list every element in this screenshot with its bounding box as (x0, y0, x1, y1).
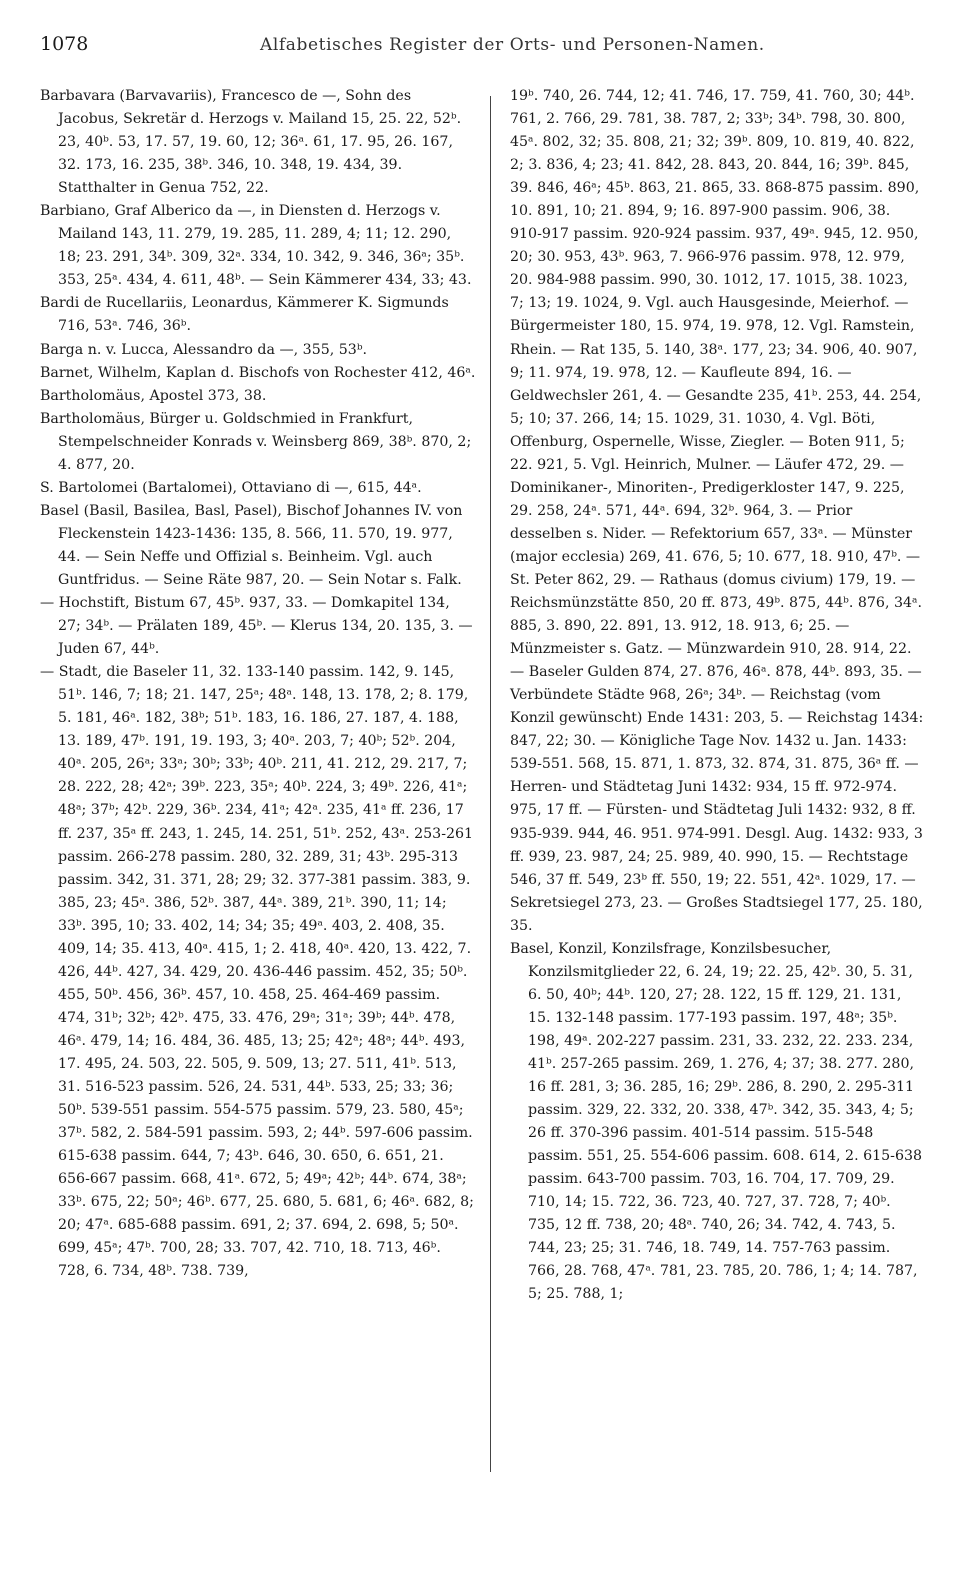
page-header (0, 0, 960, 80)
index-entry: S. Bartolomei (Bartalomei), Ottaviano di —, 615, 44ᵃ. (40, 479, 422, 496)
page-number: 1078 (40, 33, 89, 55)
index-entry: Bardi de Rucellariis, Leonardus, Kämmerer K. Sigmunds 716, 53ᵃ. 746, 36ᵇ. (40, 295, 449, 335)
index-entry: Barnet, Wilhelm, Kaplan d. Bischofs von Rochester 412, 46ᵃ. (40, 364, 476, 381)
column-divider (490, 96, 491, 1472)
index-entry: Barga n. v. Lucca, Alessandro da —, 355, 53ᵇ. (40, 341, 367, 358)
running-title: Alfabetisches Register der Orts- und Personen-Namen. (260, 35, 765, 55)
left-column (40, 85, 476, 1283)
index-entry-continuation: 19ᵇ. 740, 26. 744, 12; 41. 746, 17. 759, 41. 760, 30; 44ᵇ. 761, 2. 766, 29. 781, 38. 787, 2; 33ᵇ; 34ᵇ. 798, 30. 800, 45ᵃ. 802, 32; 35. 808, 21; 32; 39ᵇ. 809, 10. 819, 40. 822, 2; 3. 836, 4; 23; 41. 842, 28. 843, 20. 844, 16; 39ᵇ. 845, 39. 846, 46ᵃ; 45ᵇ. 863, 21. 865, 33. 868-875 passim. 890, 10. 891, 10; 21. 894, 9; 16. 897-900 passim. 906, 38. 910-917 passim. 920-924 passim. 937, 49ᵃ. 945, 12. 950, 20; 30. 953, 43ᵇ. 963, 7. 966-976 passim. 978, 12. 979, 20. 984-988 passim. 990, 30. 1012, 17. 1015, 38. 1023, 7; 13; 19. 1024, 9. Vgl. auch Hausgesinde, Meierhof. — Bürgermeister 180, 15. 974, 19. 978, 12. Vgl. Ramstein, Rhein. — Rat 135, 5. 140, 38ᵃ. 177, 23; 34. 906, 40. 907, 9; 11. 974, 19. 978, 12. — Kaufleute 894, 16. — Geldwechsler 261, 4. — Gesandte 235, 41ᵇ. 253, 44. 254, 5; 10; 37. 266, 14; 15. 1029, 31. 1030, 4. Vgl. Böti, Offenburg, Ospernelle, Wisse, Ziegler. — Boten 911, 5; 22. 921, 5. Vgl. Heinrich, Mulner. — Läufer 472, 29. — Dominikaner-, Minoriten-, Predigerkloster 147, 9. 225, 29. 258, 24ᵃ. 571, 44ᵃ. 694, 32ᵇ. 964, 3. — Prior desselben s. Nider. — Refektorium 657, 33ᵃ. — Münster (major ecclesia) 269, 41. 676, 5; 10. 677, 18. 910, 47ᵇ. — St. Peter 862, 29. — Rathaus (domus civium) 179, 19. — Reichsmünzstätte 850, 20 ff. 873, 49ᵇ. 875, 44ᵇ. 876, 34ᵃ. 885, 3. 890, 22. 891, 13. 912, 18. 913, 6; 25. — Münzmeister s. Gatz. — Münzwardein 910, 28. 914, 22. — Baseler Gulden 874, 27. 876, 46ᵃ. 878, 44ᵇ. 893, 35. — Verbündete Städte 968, 26ᵃ; 34ᵇ. — Reichstag (vom Konzil gewünscht) Ende 1431: 203, 5. — Reichstag 1434: 847, 22; 30. — Königliche Tage Nov. 1432 u. Jan. 1433: 539-551. 568, 15. 871, 1. 873, 32. 874, 31. 875, 36ᵃ ff. — Herren- und Städtetag Juni 1432: 934, 15 ff. 972-974. 975, 17 ff. — Fürsten- und Städtetag Juli 1432: 932, 8 ff. 935-939. 944, 46. 951. 974-991. Desgl. Aug. 1432: 933, 3 ff. 939, 23. 987, 24; 25. 989, 40. 990, 15. — Rechtstage 546, 37 ff. 549, 23ᵇ ff. 550, 19; 22. 551, 42ᵃ. 1029, 17. — Sekretsiegel 273, 23. — Großes Stadtsiegel 177, 25. 180, 35. (510, 88, 924, 934)
index-entry: Barbiano, Graf Alberico da —, in Diensten d. Herzogs v. Mailand 143, 11. 279, 19. 285, 11. 289, 4; 11; 12. 290, 18; 23. 291, 34ᵇ. 309, 32ᵃ. 334, 10. 342, 9. 346, 36ᵃ; 35ᵇ. 353, 25ᵃ. 434, 4. 611, 48ᵇ. — Sein Kämmerer 434, 33; 43. (40, 203, 472, 289)
index-entry: Bartholomäus, Bürger u. Goldschmied in Frankfurt, Stempelschneider Konrads v. Weinsberg 869, 38ᵇ. 870, 2; 4. 877, 20. (40, 410, 472, 473)
index-entry: Basel, Konzil, Konzilsfrage, Konzilsbesucher, Konzilsmitglieder 22, 6. 24, 19; 22. 25, 42ᵇ. 30, 5. 31, 6. 50, 40ᵇ; 44ᵇ. 120, 27; 28. 122, 15 ff. 129, 21. 131, 15. 132-148 passim. 177-193 passim. 197, 48ᵃ; 35ᵇ. 198, 49ᵃ. 202-227 passim. 231, 33. 232, 22. 233. 234, 41ᵇ. 257-265 passim. 269, 1. 276, 4; 37; 38. 277. 280, 16 ff. 281, 3; 36. 285, 16; 29ᵇ. 286, 8. 290, 2. 295-311 passim. 329, 22. 332, 20. 338, 47ᵇ. 342, 35. 343, 4; 5; 26 ff. 370-396 passim. 401-514 passim. 515-548 passim. 551, 25. 554-606 passim. 608. 614, 2. 615-638 passim. 643-700 passim. 703, 16. 704, 17. 709, 29. 710, 14; 15. 722, 36. 723, 40. 727, 37. 728, 7; 40ᵇ. 735, 12 ff. 738, 20; 48ᵃ. 740, 26; 34. 742, 4. 743, 5. 744, 23; 25; 31. 746, 18. 749, 14. 757-763 passim. 766, 28. 768, 47ᵃ. 781, 23. 785, 20. 786, 1; 4; 14. 787, 5; 25. 788, 1; (510, 940, 923, 1303)
index-entry: Basel (Basil, Basilea, Basl, Pasel), Bischof Johannes IV. von Fleckenstein 1423-1436: 135, 8. 566, 11. 570, 19. 977, 44. — Sein Neffe und Offizial s. Beinheim. Vgl. auch Guntfridus. — Seine Räte 987, 20. — Sein Notar s. Falk. (40, 502, 463, 588)
index-entry: Bartholomäus, Apostel 373, 38. (40, 387, 267, 404)
index-entry: — Stadt, die Baseler 11, 32. 133-140 passim. 142, 9. 145, 51ᵇ. 146, 7; 18; 21. 147, 25ᵃ; 48ᵃ. 148, 13. 178, 2; 8. 179, 5. 181, 46ᵃ. 182, 38ᵇ; 51ᵇ. 183, 16. 186, 27. 187, 4. 188, 13. 189, 47ᵇ. 191, 19. 193, 3; 40ᵃ. 203, 7; 40ᵇ; 52ᵇ. 204, 40ᵃ. 205, 26ᵃ; 33ᵃ; 30ᵇ; 33ᵇ; 40ᵇ. 211, 41. 212, 29. 217, 7; 28. 222, 28; 42ᵃ; 39ᵇ. 223, 35ᵃ; 40ᵇ. 224, 3; 49ᵇ. 226, 41ᵃ; 48ᵃ; 37ᵇ; 42ᵇ. 229, 36ᵇ. 234, 41ᵃ; 42ᵃ. 235, 41ᵃ ff. 236, 17 ff. 237, 35ᵃ ff. 243, 1. 245, 14. 251, 51ᵇ. 252, 43ᵃ. 253-261 passim. 266-278 passim. 280, 32. 289, 31; 43ᵇ. 295-313 passim. 342, 31. 371, 28; 29; 32. 377-381 passim. 383, 9. 385, 23; 45ᵃ. 386, 52ᵇ. 387, 44ᵃ. 389, 21ᵇ. 390, 11; 14; 33ᵇ. 395, 10; 33. 402, 14; 34; 35; 49ᵃ. 403, 2. 408, 35. 409, 14; 35. 413, 40ᵃ. 415, 1; 2. 418, 40ᵃ. 420, 13. 422, 7. 426, 44ᵇ. 427, 34. 429, 20. 436-446 passim. 452, 35; 50ᵇ. 455, 50ᵇ. 456, 36ᵇ. 457, 10. 458, 25. 464-469 passim. 474, 31ᵇ; 32ᵇ; 42ᵇ. 475, 33. 476, 29ᵃ; 31ᵃ; 39ᵇ; 44ᵇ. 478, 46ᵃ. 479, 14; 16. 484, 36. 485, 13; 25; 42ᵃ; 48ᵃ; 44ᵇ. 493, 17. 495, 24. 503, 22. 505, 9. 509, 13; 27. 511, 41ᵇ. 513, 31. 516-523 passim. 526, 24. 531, 44ᵇ. 533, 25; 33; 36; 50ᵇ. 539-551 passim. 554-575 passim. 579, 23. 580, 45ᵃ; 37ᵇ. 582, 2. 584-591 passim. 593, 2; 44ᵇ. 597-606 passim. 615-638 passim. 644, 7; 43ᵇ. 646, 30. 650, 6. 651, 21. 656-667 passim. 668, 41ᵃ. 672, 5; 49ᵃ; 42ᵇ; 44ᵇ. 674, 38ᵃ; 33ᵇ. 675, 22; 50ᵃ; 46ᵇ. 677, 25. 680, 5. 681, 6; 46ᵃ. 682, 8; 20; 47ᵃ. 685-688 passim. 691, 2; 37. 694, 2. 698, 5; 50ᵃ. 699, 45ᵃ; 47ᵇ. 700, 28; 33. 707, 42. 710, 18. 713, 46ᵇ. 728, 6. 734, 48ᵇ. 738. 739, (40, 664, 474, 1280)
right-column (510, 85, 924, 1306)
index-entry: — Hochstift, Bistum 67, 45ᵇ. 937, 33. — Domkapitel 134, 27; 34ᵇ. — Prälaten 189, 45ᵇ. — Klerus 134, 20. 135, 3. — Juden 67, 44ᵇ. (40, 595, 473, 658)
index-entry: Barbavara (Barvavariis), Francesco de —, Sohn des Jacobus, Sekretär d. Herzogs v. Mailand 15, 25. 22, 52ᵇ. 23, 40ᵇ. 53, 17. 57, 19. 60, 12; 36ᵃ. 61, 17. 95, 26. 167, 32. 173, 16. 235, 38ᵇ. 346, 10. 348, 19. 434, 39. Statthalter in Genua 752, 22. (40, 88, 462, 197)
